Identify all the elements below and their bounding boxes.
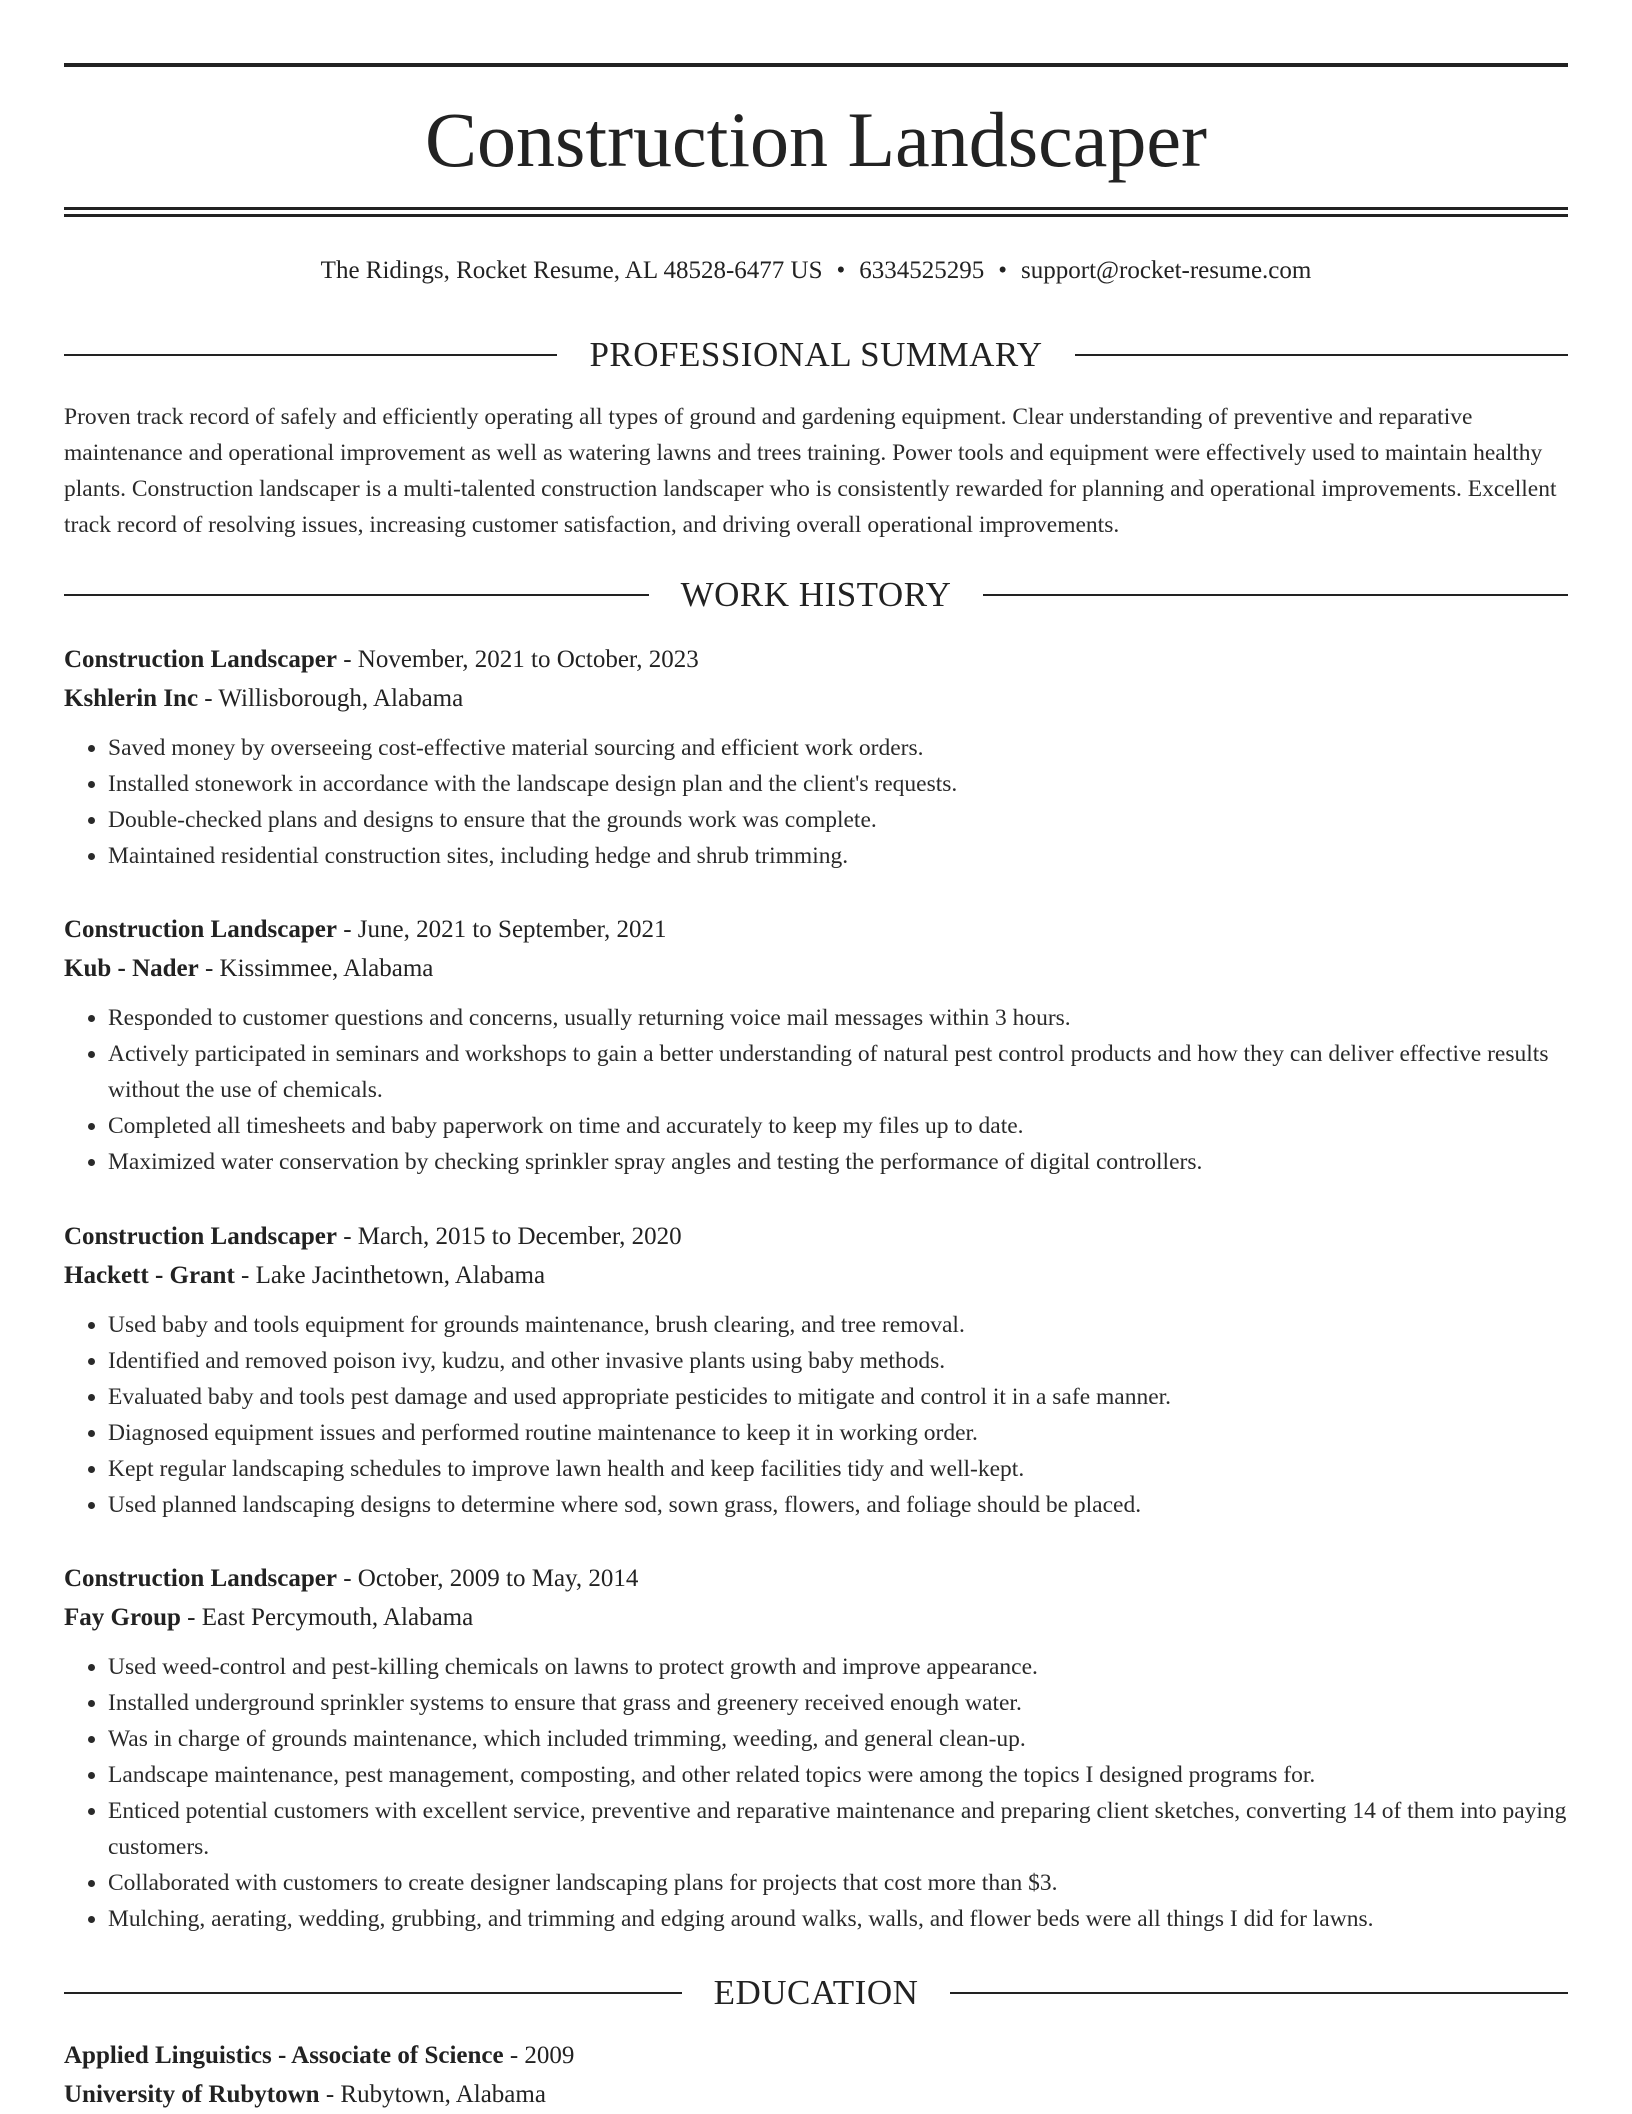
section-rule bbox=[64, 354, 557, 356]
list-item: • Installed stonework in accordance with the landscape design plan and the client's requests. bbox=[108, 766, 1568, 802]
job-company-line bbox=[64, 679, 1568, 718]
summary-text: Proven track record of safely and efficiently operating all types of ground and gardening equipment. Clear understanding of preventive and reparative maintenance and operational improvement as well as watering lawns and trees training. Power tools and equipment were effectively used to maintain healthy plants. Construction landscaper is a multi-talented construction landscaper who is consistently rewarded for planning and operational improvements. Excellent track record of resolving issues, increasing customer satisfaction, and driving overall operational improvements. bbox=[64, 404, 1557, 538]
education-degree-line bbox=[64, 2036, 1568, 2075]
job-location: - Kissimmee, Alabama bbox=[198, 955, 434, 982]
job-entry bbox=[64, 1217, 1568, 1523]
list-item: • Used baby and tools equipment for grounds maintenance, brush clearing, and tree removal. bbox=[108, 1307, 1568, 1343]
section-header-education bbox=[64, 1971, 1568, 2015]
list-item: • Enticed potential customers with excellent service, preventive and reparative maintenance and preparing client sketches, converting 14 of them into paying customers. bbox=[108, 1793, 1568, 1865]
job-dates: - March, 2015 to December, 2020 bbox=[336, 1223, 682, 1250]
job-entry bbox=[64, 910, 1568, 1180]
education-school: University of Rubytown bbox=[64, 2081, 320, 2108]
job-dates: - June, 2021 to September, 2021 bbox=[336, 916, 667, 943]
education-degree: Applied Linguistics - Associate of Science bbox=[64, 2042, 504, 2069]
list-item: • Responded to customer questions and concerns, usually returning voice mail messages within 3 hours. bbox=[108, 1000, 1568, 1036]
title-double-rule bbox=[64, 207, 1568, 217]
section-rule bbox=[64, 1992, 682, 1994]
list-item: • Evaluated baby and tools pest damage and used appropriate pesticides to mitigate and control it in a safe manner. bbox=[108, 1379, 1568, 1415]
list-item: • Used weed-control and pest-killing chemicals on lawns to protect growth and improve appearance. bbox=[108, 1649, 1568, 1685]
section-rule bbox=[950, 1992, 1568, 1994]
contact-line bbox=[64, 254, 1568, 288]
section-header-work bbox=[64, 573, 1568, 617]
section-title: EDUCATION bbox=[713, 1973, 919, 2012]
job-location: - East Percymouth, Alabama bbox=[180, 1604, 474, 1631]
list-item: • Completed all timesheets and baby paperwork on time and accurately to keep my files up to date. bbox=[108, 1108, 1568, 1144]
list-item: • Maintained residential construction sites, including hedge and shrub trimming. bbox=[108, 838, 1568, 874]
job-role: Construction Landscaper bbox=[64, 1223, 337, 1250]
job-title-line bbox=[64, 1217, 1568, 1256]
section-rule bbox=[983, 594, 1568, 596]
contact-separator: • bbox=[998, 257, 1008, 284]
job-entry bbox=[64, 640, 1568, 874]
list-item: • Actively participated in seminars and workshops to gain a better understanding of natural pest control products and how they can deliver effective results without the use of chemicals. bbox=[108, 1036, 1568, 1108]
list-item: • Installed underground sprinkler systems to ensure that grass and greenery received enough water. bbox=[108, 1685, 1568, 1721]
list-item: • Saved money by overseeing cost-effective material sourcing and efficient work orders. bbox=[108, 730, 1568, 766]
job-role: Construction Landscaper bbox=[64, 916, 337, 943]
job-company: Hackett - Grant bbox=[64, 1262, 235, 1289]
contact-separator: • bbox=[836, 257, 846, 284]
list-item: • Kept regular landscaping schedules to improve lawn health and keep facilities tidy and well-kept. bbox=[108, 1451, 1568, 1487]
list-item: • Identified and removed poison ivy, kudzu, and other invasive plants using baby methods. bbox=[108, 1343, 1568, 1379]
job-location: - Willisborough, Alabama bbox=[198, 685, 464, 712]
section-rule bbox=[1075, 354, 1568, 356]
section-rule bbox=[64, 594, 649, 596]
section-header-summary bbox=[64, 333, 1568, 377]
education-location: - Rubytown, Alabama bbox=[319, 2081, 546, 2108]
job-title-line bbox=[64, 910, 1568, 949]
contact-phone: 6334525295 bbox=[859, 257, 985, 284]
job-company: Fay Group bbox=[64, 1604, 181, 1631]
top-rule bbox=[64, 63, 1568, 67]
section-title: WORK HISTORY bbox=[680, 575, 952, 614]
job-title-line bbox=[64, 640, 1568, 679]
job-role: Construction Landscaper bbox=[64, 646, 337, 673]
list-item: • Maximized water conservation by checking sprinkler spray angles and testing the performance of digital controllers. bbox=[108, 1144, 1568, 1180]
job-entry bbox=[64, 1559, 1568, 1937]
job-bullets bbox=[64, 730, 1568, 874]
job-bullets bbox=[64, 1307, 1568, 1523]
list-item: • Diagnosed equipment issues and performed routine maintenance to keep it in working order. bbox=[108, 1415, 1568, 1451]
list-item: • Collaborated with customers to create designer landscaping plans for projects that cost more than $3. bbox=[108, 1865, 1568, 1901]
section-title: PROFESSIONAL SUMMARY bbox=[589, 335, 1043, 374]
job-role: Construction Landscaper bbox=[64, 1565, 337, 1592]
job-company-line bbox=[64, 949, 1568, 988]
job-company-line bbox=[64, 1256, 1568, 1295]
list-item: • Mulching, aerating, wedding, grubbing, and trimming and edging around walks, walls, and flower beds were all things I did for lawns. bbox=[108, 1901, 1568, 1937]
job-title-line bbox=[64, 1559, 1568, 1598]
education-year: - 2009 bbox=[503, 2042, 575, 2069]
resume-title: Construction Landscaper bbox=[425, 96, 1207, 183]
list-item: • Was in charge of grounds maintenance, which included trimming, weeding, and general clean-up. bbox=[108, 1721, 1568, 1757]
job-company: Kshlerin Inc bbox=[64, 685, 199, 712]
contact-address: The Ridings, Rocket Resume, AL 48528-6477 US bbox=[320, 257, 823, 284]
education-entry bbox=[64, 2036, 1568, 2114]
job-dates: - November, 2021 to October, 2023 bbox=[336, 646, 699, 673]
education-school-line bbox=[64, 2075, 1568, 2114]
list-item: • Landscape maintenance, pest management, composting, and other related topics were among the topics I designed programs for. bbox=[108, 1757, 1568, 1793]
list-item: • Used planned landscaping designs to determine where sod, sown grass, flowers, and foliage should be placed. bbox=[108, 1487, 1568, 1523]
list-item: • Double-checked plans and designs to ensure that the grounds work was complete. bbox=[108, 802, 1568, 838]
job-bullets bbox=[64, 1649, 1568, 1937]
contact-email: support@rocket-resume.com bbox=[1021, 257, 1312, 284]
job-company: Kub - Nader bbox=[64, 955, 199, 982]
job-bullets bbox=[64, 1000, 1568, 1180]
job-dates: - October, 2009 to May, 2014 bbox=[336, 1565, 639, 1592]
job-location: - Lake Jacinthetown, Alabama bbox=[234, 1262, 546, 1289]
job-company-line bbox=[64, 1598, 1568, 1637]
